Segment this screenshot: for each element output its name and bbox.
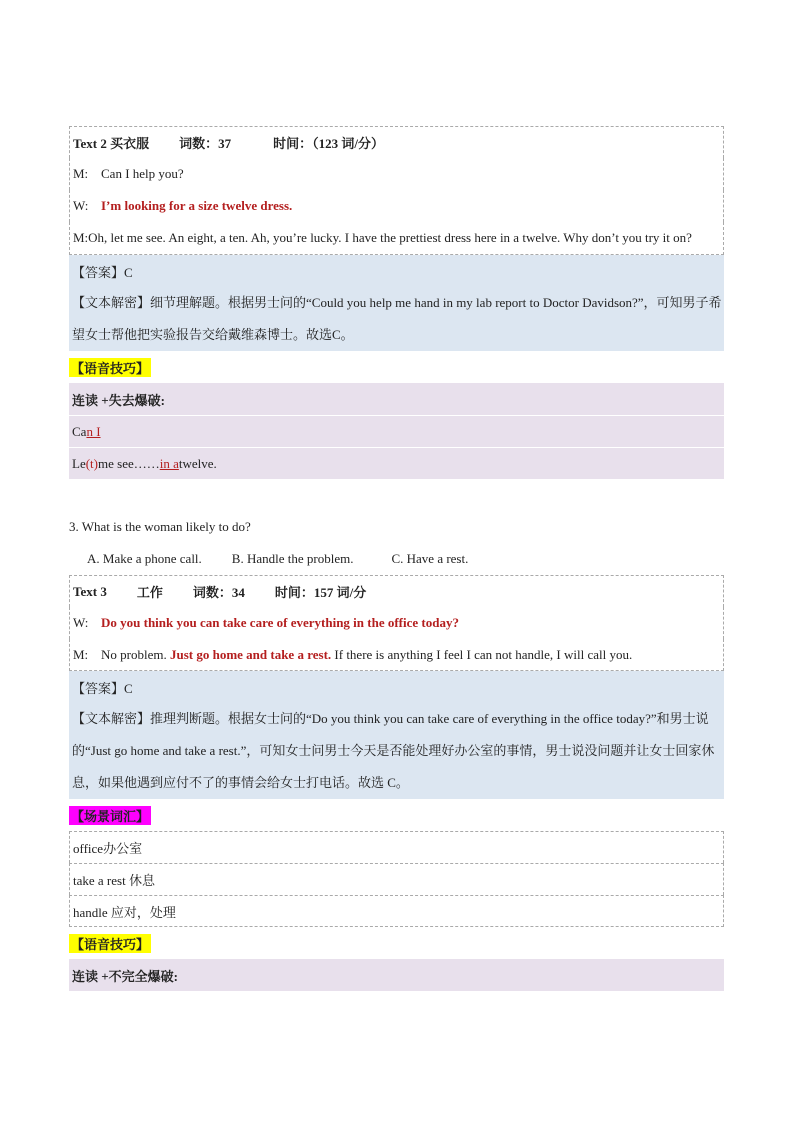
text2-tip-title — [69, 383, 724, 415]
vocab-item — [69, 831, 724, 863]
text2-tip1 — [69, 415, 724, 447]
dialogue-text: M:Oh, let me see. An eight, a ten. Ah, you’re lucky. I have the prettiest dress here in a twelve. Why don’t you try it on? — [73, 230, 692, 245]
text3-answer — [69, 671, 724, 703]
page-content — [69, 126, 724, 991]
text3-explain — [69, 703, 724, 799]
answer-text: 【答案】C — [72, 680, 133, 696]
vocab-text: handle 应对，处理 — [73, 904, 176, 920]
dialogue-key-text: I’m looking for a size twelve dress. — [101, 198, 293, 213]
text3-word-count: 词数：34 — [192, 585, 245, 600]
text3-line-m — [69, 639, 724, 671]
text2-line-m — [69, 158, 724, 190]
tip-text: me see…… — [98, 455, 160, 471]
question3-stem — [69, 511, 724, 543]
text3-tip-tag-row — [69, 927, 724, 959]
question-stem: 3. What is the woman likely to do? — [69, 519, 251, 534]
vocab-text: office办公室 — [73, 841, 143, 856]
vocab-text: take a rest 休息 — [73, 873, 155, 888]
vocab-tag: 【场景词汇】 — [69, 806, 151, 825]
text3-time: 时间：157 词/分 — [274, 585, 367, 600]
text2-line-w — [69, 190, 724, 222]
text3-topic: 工作 — [136, 585, 163, 600]
tip-tag: 【语音技巧】 — [69, 934, 151, 953]
text3-line-w — [69, 607, 724, 639]
text3-tip-title — [69, 959, 724, 991]
option-a: A. Make a phone call. — [87, 551, 202, 566]
dialogue-text: Can I help you? — [101, 166, 184, 181]
speaker-label: M: — [73, 646, 89, 662]
text2-answer — [69, 255, 724, 287]
vocab-item — [69, 895, 724, 927]
text2-long-line — [69, 222, 724, 255]
speaker-label: W: — [73, 198, 89, 213]
dialogue-key-text: Just go home and take a rest. — [169, 646, 332, 662]
tip-title: 连读 +不完全爆破: — [72, 968, 178, 984]
explain-text: 【文本解密】细节理解题。根据男士问的“Could you help me hand in my lab report to Doctor Davidson?”，可知男子希望女士帮他把实验报告交给戴维森博士。故选C。 — [72, 295, 722, 342]
tip-text: Ca — [72, 423, 87, 439]
text2-tip2 — [69, 447, 724, 479]
option-b: B. Handle the problem. — [231, 551, 354, 566]
tip-title: 连读 +失去爆破: — [72, 392, 165, 408]
liaison-text: in a — [159, 455, 179, 471]
option-c: C. Have a rest. — [391, 551, 469, 566]
text2-word-count: 词数：37 — [179, 136, 232, 151]
question3-options — [69, 543, 724, 575]
text2-title: Text 2 买衣服 — [73, 136, 150, 151]
text2-time: 时间：（123 词/分） — [273, 136, 384, 151]
tip-text: Le — [72, 455, 86, 471]
text3-title: Text 3 — [73, 583, 107, 599]
speaker-label: W: — [73, 615, 89, 630]
answer-text: 【答案】C — [72, 264, 133, 280]
text2-explain — [69, 287, 724, 351]
speaker-label: M: — [73, 166, 89, 181]
dialogue-key-text: Do you think you can take care of everything in the office today? — [101, 615, 459, 630]
dialogue-text: No problem. — [101, 646, 170, 662]
text3-vocab-tag-row — [69, 799, 724, 831]
explain-text: 【文本解密】推理判断题。根据女士问的“Do you think you can take care of everything in the office today?”和男士说的“Just go home and take a rest.”，可知女士问男士今天是否能处理好办公室的事情，男士说没问题并让女士回家休息，如果他遇到应付不了的事情会给女士打电话。故选 C。 — [72, 711, 715, 790]
text3-header — [69, 575, 724, 607]
dialogue-text: If there is anything I feel I can not handle, I will call you. — [331, 646, 633, 662]
vocab-item — [69, 863, 724, 895]
tip-text: twelve. — [178, 455, 217, 471]
tip-tag: 【语音技巧】 — [69, 358, 151, 377]
text2-tip-tag-row — [69, 351, 724, 383]
lost-plosive-text: (t) — [85, 455, 98, 471]
text2-header — [69, 126, 724, 158]
liaison-text: n I — [86, 423, 101, 439]
